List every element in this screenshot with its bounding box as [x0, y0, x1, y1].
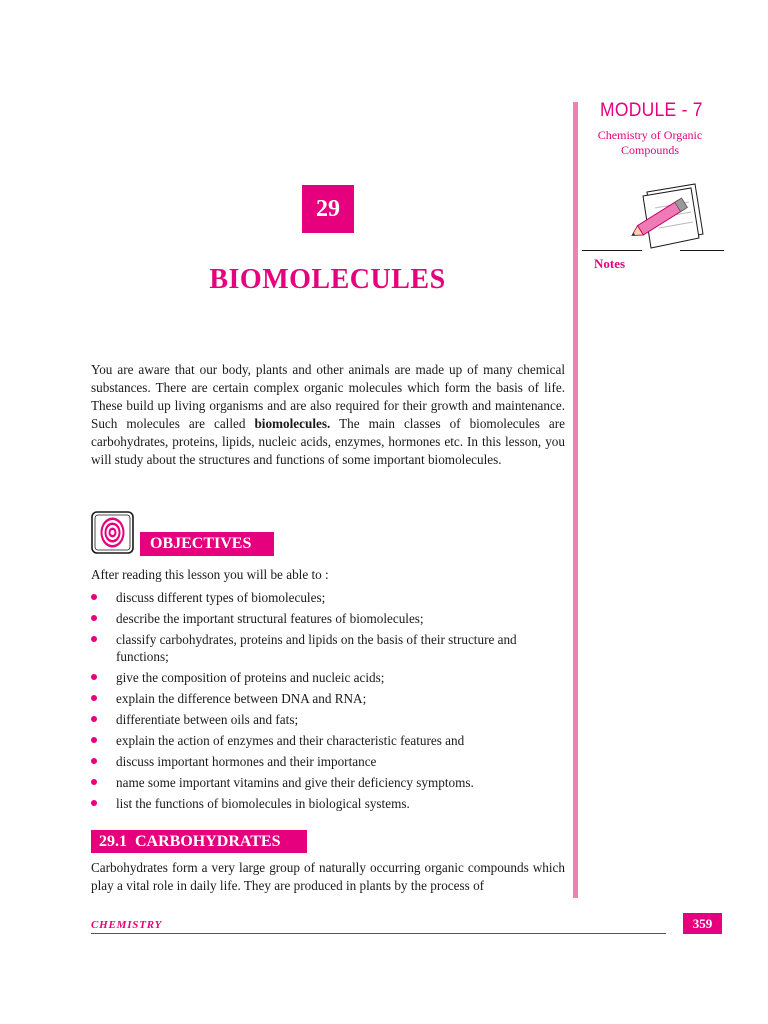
notes-label: Notes: [594, 256, 626, 271]
footer-subject: CHEMISTRY: [91, 919, 163, 931]
objective-item: explain the difference between DNA and RNA;: [91, 690, 567, 707]
bullet-icon: [91, 636, 97, 642]
objective-item: classify carbohydrates, proteins and lipids on the basis of their structure and functions;: [91, 631, 567, 665]
footer-rule: [91, 933, 666, 934]
objectives-lead: After reading this lesson you will be able to :: [91, 567, 329, 582]
bullet-icon: [91, 737, 97, 743]
objective-item: list the functions of biomolecules in biological systems.: [91, 795, 567, 812]
bullet-icon: [91, 716, 97, 722]
objective-item: explain the action of enzymes and their characteristic features and: [91, 732, 567, 749]
bullet-icon: [91, 674, 97, 680]
chapter-number: 29: [302, 185, 354, 233]
section-heading: 29.1 CARBOHYDRATES: [91, 830, 307, 853]
chapter-title: BIOMOLECULES: [209, 264, 446, 295]
intro-text-1: You are aware that our body, plants and other animals are made up of many chemical substances. There are certain complex organic molecules which form the basis of life. These build up living organisms and are also required for their growth and maintenance. Such molecules are called: [91, 362, 565, 431]
intro-bold-term: biomolecules.: [254, 416, 331, 431]
objective-item: give the composition of proteins and nucleic acids;: [91, 669, 567, 686]
bullet-icon: [91, 695, 97, 701]
intro-paragraph: [91, 361, 565, 469]
notes-rule-left: [582, 250, 642, 251]
bullet-icon: [91, 594, 97, 600]
bullet-icon: [91, 758, 97, 764]
notes-pencil-icon: [625, 178, 705, 256]
objectives-list: [91, 589, 567, 816]
target-icon: [91, 511, 134, 554]
module-subtitle: Chemistry of Organic Compounds: [597, 128, 703, 157]
bullet-icon: [91, 615, 97, 621]
section-body: Carbohydrates form a very large group of naturally occurring organic compounds which play a vital role in daily life. They are produced in plants by the process of: [91, 860, 565, 893]
objective-item: name some important vitamins and give their deficiency symptoms.: [91, 774, 567, 791]
bullet-icon: [91, 779, 97, 785]
margin-rule: [573, 102, 578, 898]
objective-item: discuss different types of biomolecules;: [91, 589, 567, 606]
objective-item: describe the important structural features of biomolecules;: [91, 610, 567, 627]
notes-rule-right: [680, 250, 724, 251]
module-label: MODULE - 7: [600, 100, 703, 121]
page-number: 359: [683, 913, 722, 934]
objective-item: discuss important hormones and their importance: [91, 753, 567, 770]
objective-item: differentiate between oils and fats;: [91, 711, 567, 728]
intro-text-2: The main classes of biomolecules are carbohydrates, proteins, lipids, nucleic acids, enzymes, hormones etc. In this lesson, you will study about the structures and functions of some important biomolecules.: [91, 416, 566, 467]
objectives-heading: OBJECTIVES: [140, 532, 274, 556]
bullet-icon: [91, 800, 97, 806]
